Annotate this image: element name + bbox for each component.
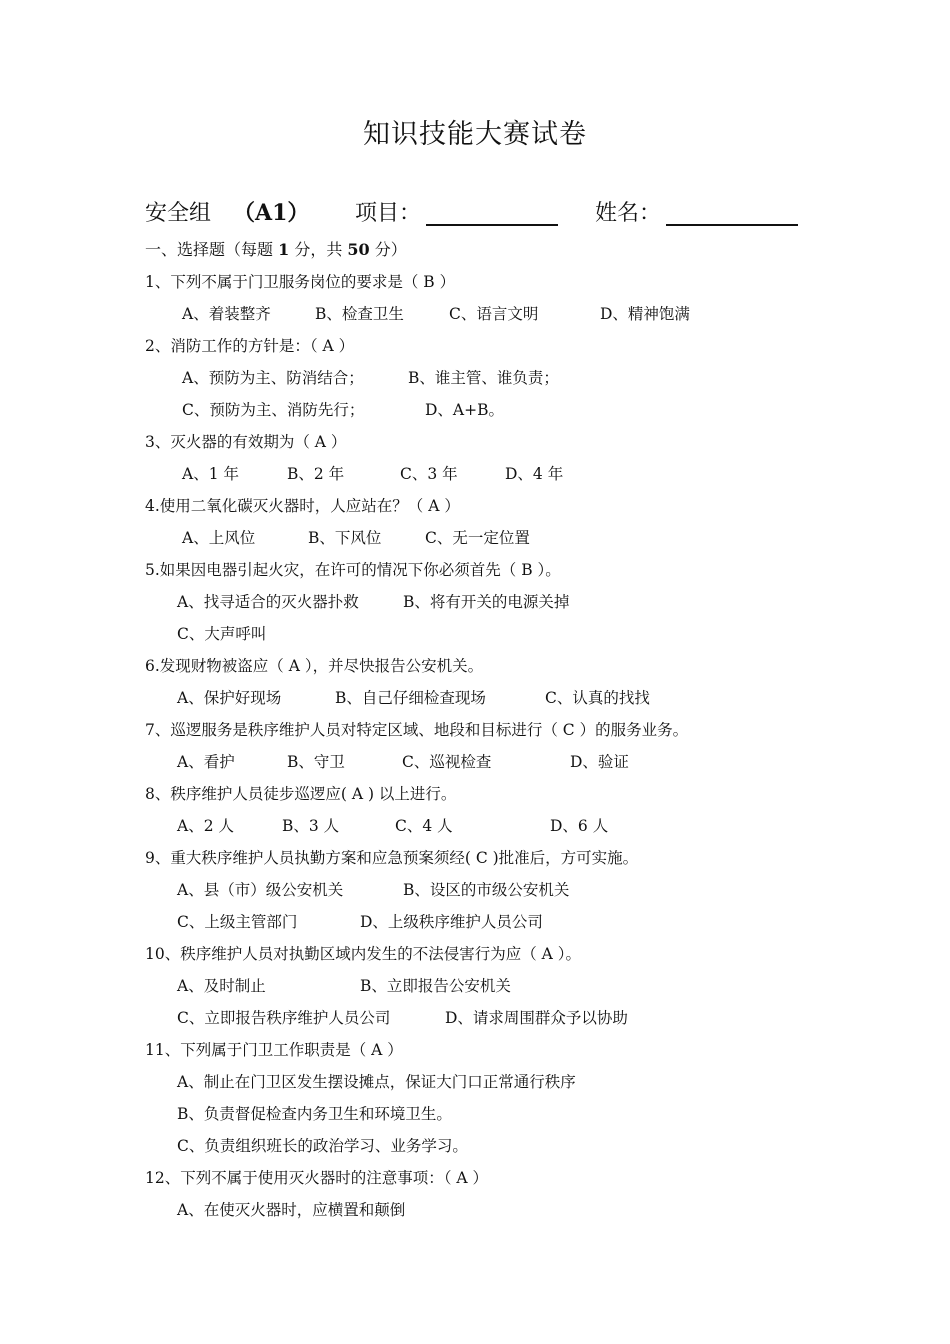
answer-options-row [145,1101,845,1133]
question-stem [145,941,845,973]
project-label: 项目： [355,201,422,226]
answer-option: A、着装整齐 [182,305,271,323]
answer-options-row [145,909,845,941]
section-total-score: 50 [347,240,370,259]
answer-option: C、预防为主、消防先行； [182,401,365,419]
question-stem [145,557,845,589]
answer-option: A、2 人 [177,817,234,835]
answer-options-row [145,973,845,1005]
answer-option: A、制止在门卫区发生摆设摊点，保证大门口正常通行秩序 [177,1073,576,1091]
group-label: 安全组 [145,201,212,226]
answer-option: A、预防为主、防消结合； [182,369,364,387]
question-text: 12、下列不属于使用灭火器时的注意事项：（ A ） [145,1169,489,1187]
answer-option: D、验证 [570,753,629,771]
answer-options-row [145,685,845,717]
section-mid: 分，共 [289,240,348,259]
question-text: 1、下列不属于门卫服务岗位的要求是（ B ） [145,273,456,291]
answer-options-row [145,461,845,493]
answer-options-row [145,397,845,429]
answer-option: B、2 年 [287,465,345,483]
answer-option: A、看护 [177,753,235,771]
question-text: 6.发现财物被盗应（ A ），并尽快报告公安机关。 [145,657,484,675]
answer-option: B、下风位 [308,529,382,547]
answer-options-row [145,525,845,557]
answer-option: C、上级主管部门 [177,913,298,931]
question-list [145,237,845,1229]
question-text: 11、下列属于门卫工作职责是（ A ） [145,1041,403,1059]
answer-options-row [145,749,845,781]
answer-option: B、设区的市级公安机关 [403,881,570,899]
answer-option: B、负责督促检查内务卫生和环境卫生。 [177,1105,452,1123]
question-text: 5.如果因电器引起火灾，在许可的情况下你必须首先（ B ）。 [145,561,561,579]
answer-option: C、大声呼叫 [177,625,267,643]
question-stem [145,333,845,365]
answer-options-row [145,621,845,653]
answer-option: B、立即报告公安机关 [360,977,511,995]
answer-option: C、无一定位置 [425,529,530,547]
question-text: 4.使用二氧化碳灭火器时，人应站在？（ A ） [145,497,460,515]
answer-option: A、保护好现场 [177,689,282,707]
answer-options-row [145,813,845,845]
answer-option: D、上级秩序维护人员公司 [360,913,543,931]
answer-option: D、6 人 [550,817,609,835]
answer-option: C、4 人 [395,817,453,835]
name-label: 姓名： [595,201,662,226]
page-title: 知识技能大赛试卷 [363,119,587,150]
answer-option: C、语言文明 [449,305,539,323]
answer-option: B、将有开关的电源关掉 [403,593,570,611]
answer-option: A、找寻适合的灭火器扑救 [177,593,359,611]
name-blank-line [666,224,798,226]
question-text: 9、重大秩序维护人员执勤方案和应急预案须经( C )批准后，方可实施。 [145,849,639,867]
question-text: 3、灭火器的有效期为（ A ） [145,433,347,451]
answer-option: B、守卫 [287,753,345,771]
answer-options-row [145,877,845,909]
answer-options-row [145,1005,845,1037]
question-stem [145,493,845,525]
answer-options-row [145,589,845,621]
paper-code: （A1） [233,200,310,226]
answer-option: A、上风位 [182,529,256,547]
answer-option: B、3 人 [282,817,340,835]
project-blank-line [426,224,558,226]
answer-option: C、巡视检查 [402,753,492,771]
question-stem [145,1165,845,1197]
answer-option: D、请求周围群众予以协助 [445,1009,628,1027]
answer-option: B、自己仔细检查现场 [335,689,486,707]
answer-option: B、谁主管、谁负责； [408,369,559,387]
answer-options-row [145,365,845,397]
question-stem [145,845,845,877]
answer-options-row [145,301,845,333]
question-stem [145,717,845,749]
question-text: 10、秩序维护人员对执勤区域内发生的不法侵害行为应（ A ）。 [145,945,582,963]
question-text: 8、秩序维护人员徒步巡逻应( A ) 以上进行。 [145,785,457,803]
question-stem [145,781,845,813]
answer-option: C、负责组织班长的政治学习、业务学习。 [177,1137,468,1155]
answer-option: C、3 年 [400,465,458,483]
answer-option: A、及时制止 [177,977,266,995]
section-post: 分） [369,240,407,259]
answer-option: D、A+B。 [425,401,504,419]
exam-header [145,196,805,228]
answer-option: A、1 年 [182,465,239,483]
answer-options-row [145,1069,845,1101]
answer-options-row [145,1197,845,1229]
answer-option: A、在使灭火器时，应横置和颠倒 [177,1201,406,1219]
question-stem [145,1037,845,1069]
answer-option: A、县（市）级公安机关 [177,881,344,899]
section-pre: 一、选择题（每题 [145,240,279,259]
answer-option: D、4 年 [505,465,564,483]
question-stem [145,429,845,461]
question-text: 7、巡逻服务是秩序维护人员对特定区域、地段和目标进行（ C ）的服务业务。 [145,721,689,739]
answer-option: D、精神饱满 [600,305,690,323]
answer-option: B、检查卫生 [315,305,404,323]
answer-option: C、立即报告秩序维护人员公司 [177,1009,391,1027]
answer-options-row [145,1133,845,1165]
question-stem [145,653,845,685]
question-text: 2、消防工作的方针是：（ A ） [145,337,355,355]
question-stem [145,269,845,301]
section-per-score: 1 [278,240,290,259]
section-heading [145,237,845,269]
answer-option: C、认真的找找 [545,689,650,707]
